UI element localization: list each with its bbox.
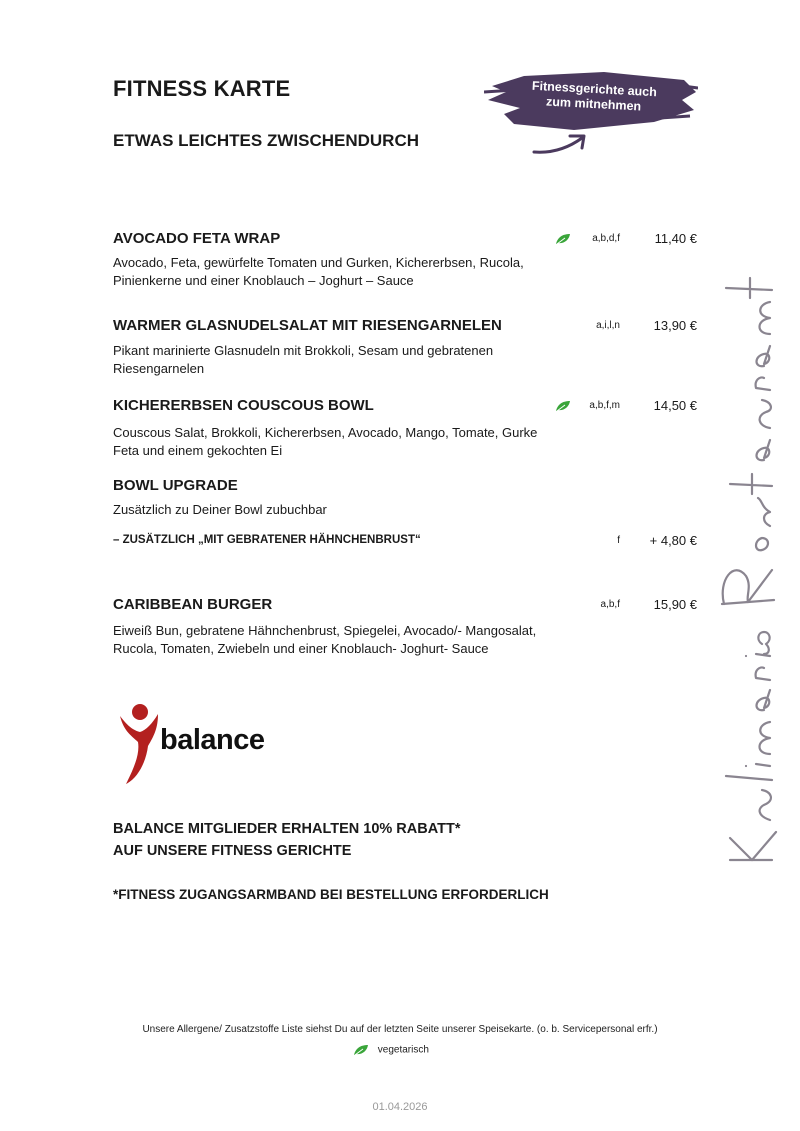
legend-label: vegetarisch	[377, 1044, 429, 1056]
item-description-line: Feta und einem gekochten Ei	[113, 443, 283, 458]
item-description-line: Pikant marinierte Glasnudeln mit Brokkoli, Sesam und gebratenen	[113, 343, 494, 358]
badge-line-1: Fitnessgerichte auch	[531, 78, 658, 100]
leaf-icon	[353, 1044, 369, 1056]
item-description-line: Couscous Salat, Brokkoli, Kichererbsen, Avocado, Mango, Tomate, Gurke	[113, 425, 538, 440]
vegetarian-legend	[353, 1044, 429, 1056]
item-allergens: a,b,f	[600, 599, 620, 610]
item-description-line: Eiweiß Bun, gebratene Hähnchenbrust, Spiegelei, Avocado/- Mangosalat,	[113, 623, 537, 638]
promo-line: AUF UNSERE FITNESS GERICHTE	[113, 843, 352, 859]
figure-logo-icon	[118, 702, 162, 788]
promo-text	[113, 818, 460, 862]
curved-arrow-icon	[530, 130, 590, 158]
item-description	[113, 254, 573, 290]
takeaway-badge	[484, 70, 698, 132]
balance-logo	[118, 702, 288, 788]
upgrade-price: + 4,80 €	[649, 533, 697, 548]
item-price: 13,90 €	[653, 318, 697, 333]
allergen-note: Unsere Allergene/ Zusatzstoffe Liste siehst Du auf der letzten Seite unserer Speisekarte. (o. b. Servicepersonal erfr.)	[142, 1024, 658, 1035]
item-name: WARMER GLASNUDELSALAT MIT RIESENGARNELEN	[113, 317, 502, 334]
item-description	[113, 424, 573, 460]
item-description-line: Riesengarnelen	[113, 361, 205, 376]
upgrade-description: Zusätzlich zu Deiner Bowl zubuchbar	[113, 502, 327, 517]
menu-subtitle: ETWAS LEICHTES ZWISCHENDURCH	[113, 131, 419, 150]
item-description	[113, 622, 573, 658]
promo-line: BALANCE MITGLIEDER ERHALTEN 10% RABATT*	[113, 821, 461, 837]
item-description-line: Pinienkerne und einer Knoblauch – Joghurt – Sauce	[113, 273, 414, 288]
badge-line-2: zum mitnehmen	[545, 94, 642, 114]
menu-date: 01.04.2026	[372, 1101, 428, 1113]
item-name: CARIBBEAN BURGER	[113, 596, 273, 613]
item-description-line: Avocado, Feta, gewürfelte Tomaten und Gurken, Kichererbsen, Rucola,	[113, 255, 524, 270]
upgrade-option: – ZUSÄTZLICH „MIT GEBRATENER HÄHNCHENBRUST“	[113, 534, 421, 546]
item-description-line: Rucola, Tomaten, Zwiebeln und einer Knoblauch- Joghurt- Sauce	[113, 641, 489, 656]
upgrade-title: BOWL UPGRADE	[113, 477, 238, 494]
menu-title: FITNESS KARTE	[113, 76, 291, 101]
item-name: KICHERERBSEN COUSCOUS BOWL	[113, 397, 374, 414]
item-price: 11,40 €	[654, 231, 697, 246]
item-price: 15,90 €	[653, 597, 697, 612]
item-allergens: a,b,f,m	[589, 400, 620, 411]
balance-wordmark: balance	[160, 724, 265, 756]
upgrade-allergens: f	[617, 535, 620, 546]
promo-note: *FITNESS ZUGANGSARMBAND BEI BESTELLUNG ERFORDERLICH	[113, 887, 549, 902]
item-name: AVOCADO FETA WRAP	[113, 230, 281, 247]
item-description	[113, 342, 573, 378]
item-price: 14,50 €	[653, 398, 697, 413]
item-allergens: a,b,d,f	[592, 233, 620, 244]
kulinarie-restaurant-signature	[700, 260, 790, 870]
item-allergens: a,i,l,n	[596, 320, 620, 331]
